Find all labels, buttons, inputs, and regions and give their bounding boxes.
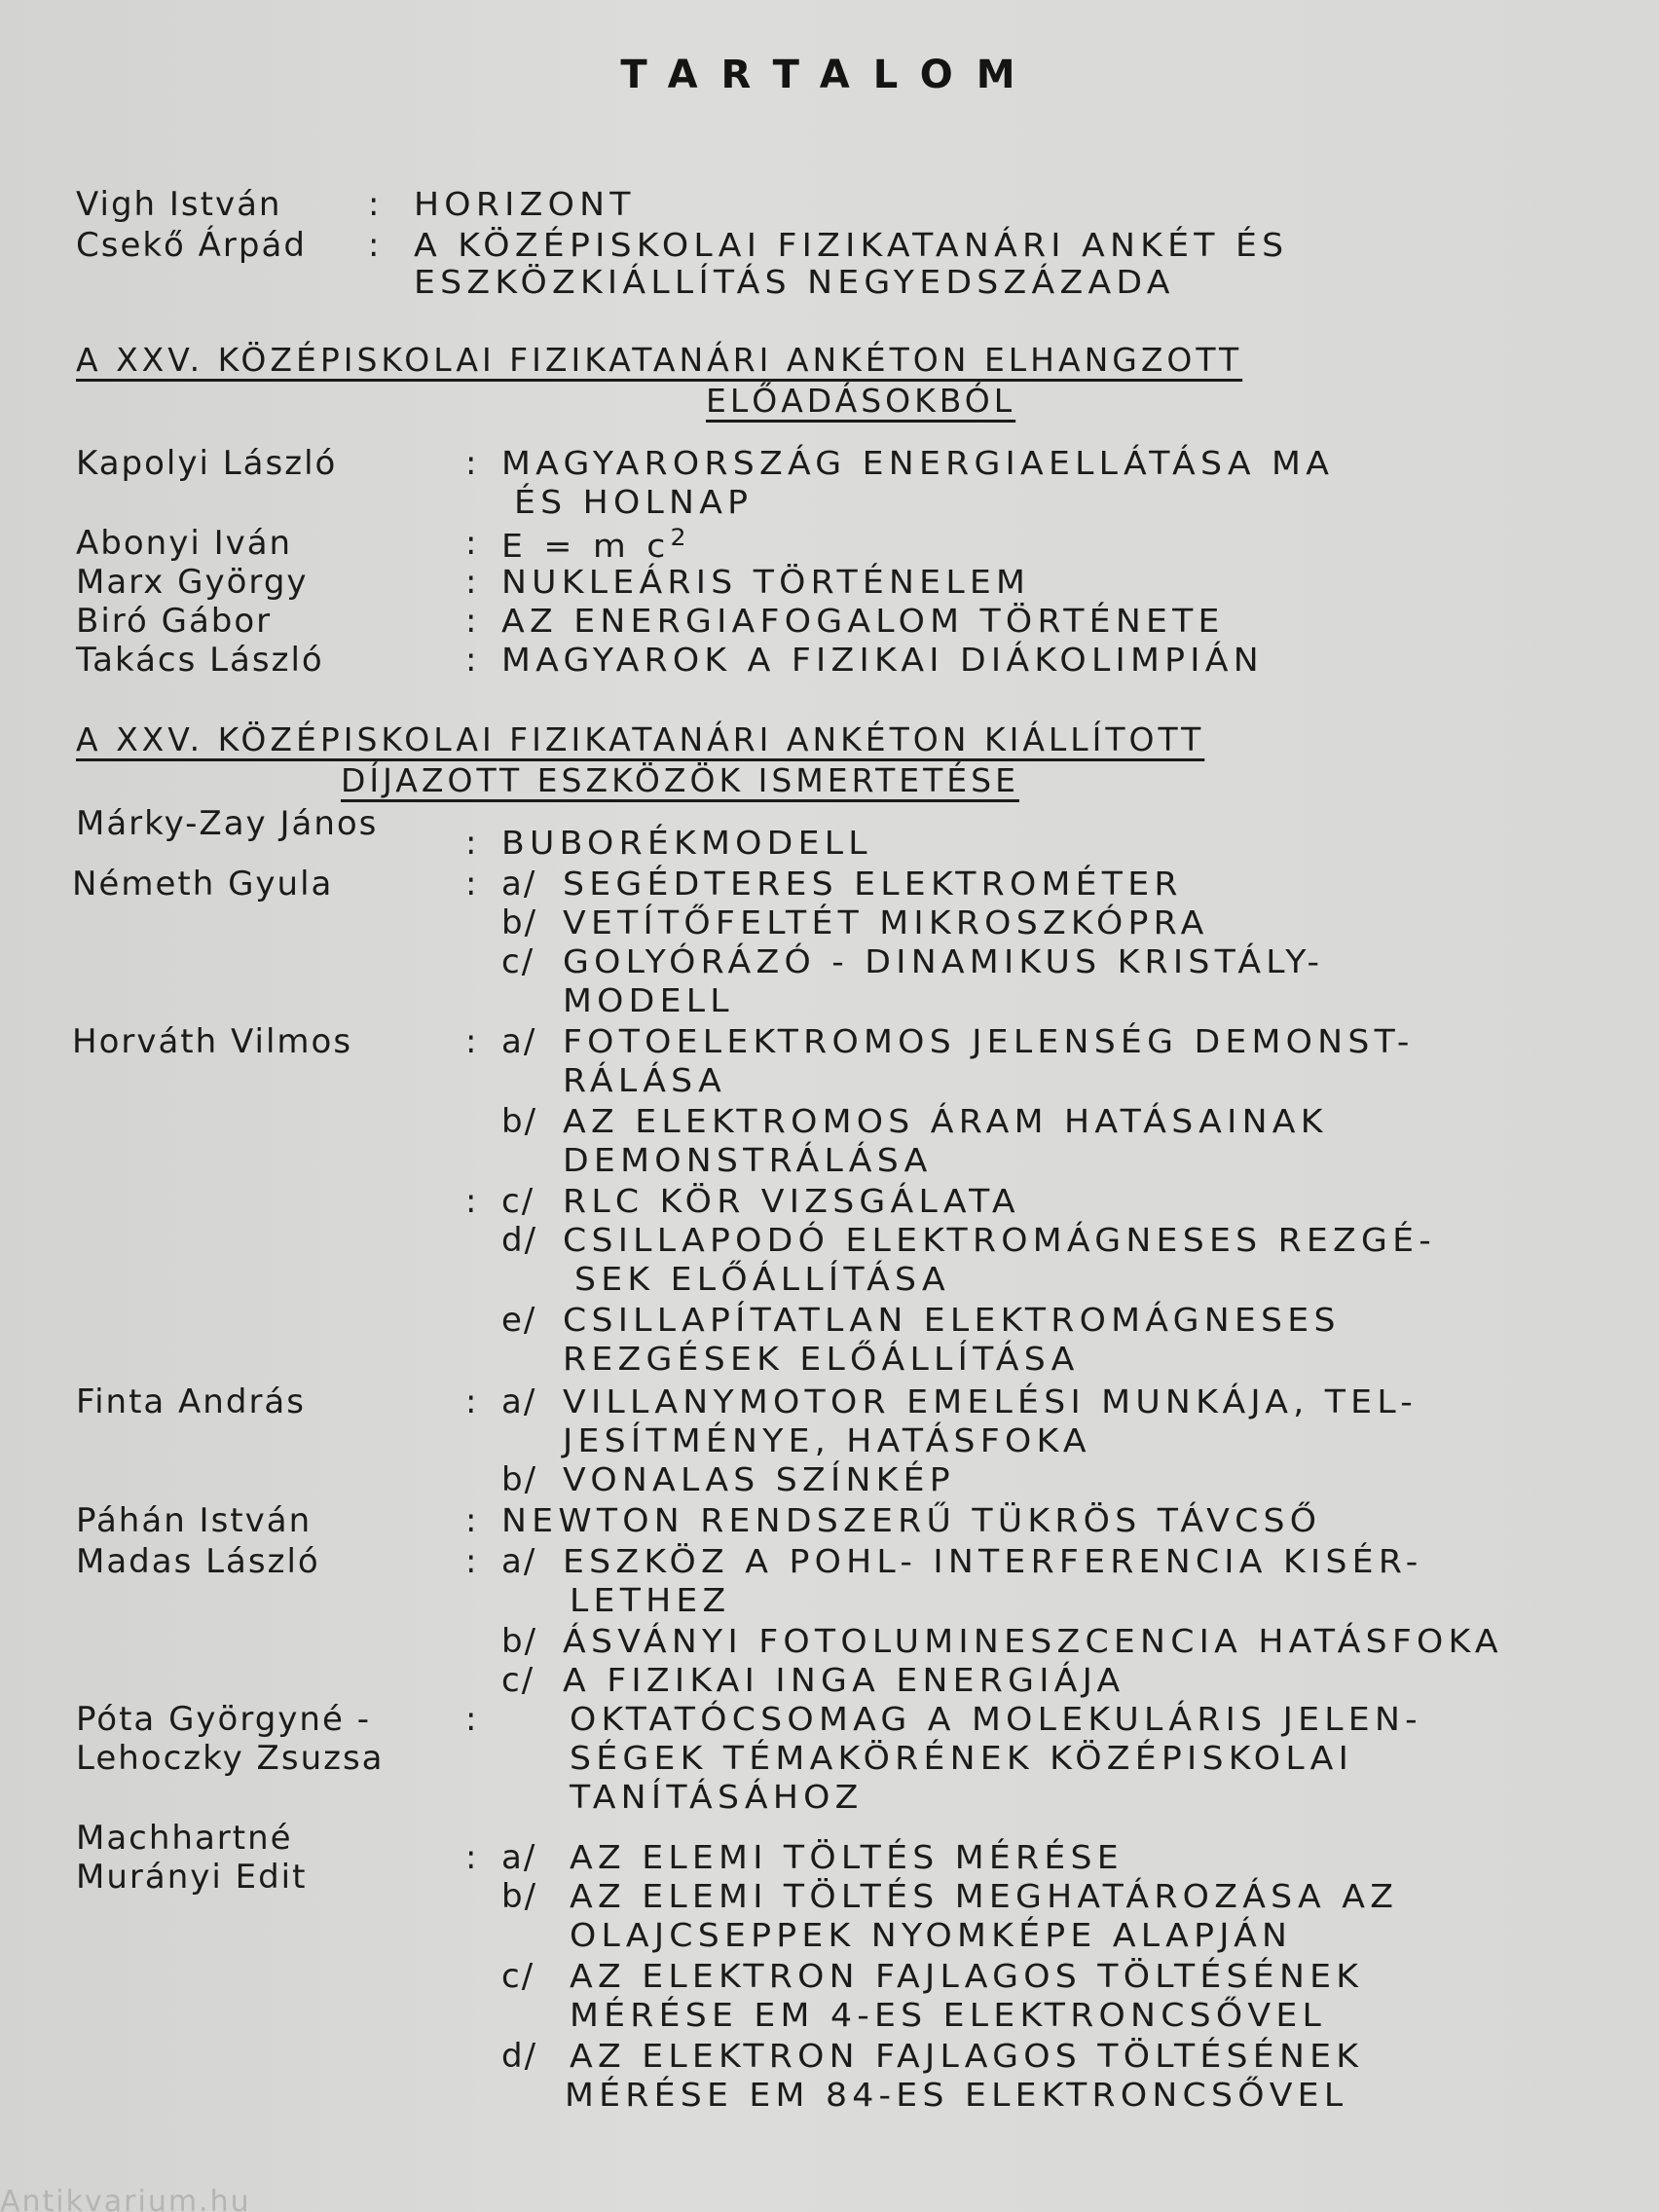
colon: : [368, 185, 380, 224]
author-madas: Madas László [76, 1542, 320, 1581]
item-text: DEMONSTRÁLÁSA [563, 1141, 933, 1179]
item-text: SEK ELŐÁLLÍTÁSA [574, 1260, 950, 1298]
author-vigh: Vigh István [76, 185, 282, 224]
author-pahan: Páhán István [76, 1501, 313, 1540]
item-label: a/ [501, 1542, 537, 1581]
colon: : [465, 824, 477, 863]
author-markyzay: Márky-Zay János [76, 804, 379, 843]
item-text: MÉRÉSE EM 4-ES ELEKTRONCSŐVEL [570, 1996, 1327, 2034]
item-label: a/ [501, 865, 537, 903]
colon: : [465, 1700, 477, 1739]
item-text: LETHEZ [570, 1581, 731, 1619]
title-anket-line1: A KÖZÉPISKOLAI FIZIKATANÁRI ANKÉT ÉS [414, 226, 1289, 264]
item-label: b/ [501, 1102, 538, 1141]
item-label: e/ [501, 1301, 537, 1340]
item-text: AZ ELEMI TÖLTÉS MEGHATÁROZÁSA AZ [570, 1877, 1399, 1915]
author-horvath: Horváth Vilmos [72, 1022, 353, 1061]
item-text: SEGÉDTERES ELEKTROMÉTER [563, 865, 1183, 903]
author-pota-line1: Póta Györgyné - [76, 1700, 371, 1739]
item-text: TANÍTÁSÁHOZ [570, 1778, 864, 1816]
colon: : [465, 444, 477, 483]
item-text: ÁSVÁNYI FOTOLUMINESZCENCIA HATÁSFOKA [563, 1622, 1503, 1660]
author-biro: Biró Gábor [76, 602, 273, 641]
item-text: FOTOELEKTROMOS JELENSÉG DEMONST- [563, 1022, 1415, 1060]
item-text: A FIZIKAI INGA ENERGIÁJA [563, 1661, 1125, 1699]
author-nemeth: Németh Gyula [72, 865, 334, 903]
item-text: AZ ELEMI TÖLTÉS MÉRÉSE [570, 1838, 1124, 1876]
item-text: JESÍTMÉNYE, HATÁSFOKA [563, 1421, 1091, 1459]
item-label: b/ [501, 1877, 538, 1916]
item-label: a/ [501, 1382, 537, 1421]
colon: : [465, 1382, 477, 1421]
item-text: CSILLAPODÓ ELEKTROMÁGNESES REZGÉ- [563, 1221, 1437, 1259]
author-mach-line2: Murányi Edit [76, 1858, 308, 1897]
watermark: Antikvarium.hu [0, 2185, 251, 2212]
item-text: VONALAS SZÍNKÉP [563, 1460, 955, 1498]
colon: : [465, 602, 477, 641]
title-tavcso: NEWTON RENDSZERŰ TÜKRÖS TÁVCSŐ [501, 1501, 1322, 1539]
item-text: CSILLAPÍTATLAN ELEKTROMÁGNESES [563, 1301, 1341, 1339]
item-text: MODELL [563, 981, 734, 1019]
item-label: c/ [501, 1661, 535, 1700]
item-text: OKTATÓCSOMAG A MOLEKULÁRIS JELEN- [570, 1700, 1422, 1738]
item-label: c/ [501, 1182, 535, 1221]
colon: : [465, 1501, 477, 1540]
page-title: TARTALOM [620, 53, 1039, 97]
emc-exponent: 2 [670, 524, 691, 551]
item-text: REZGÉSEK ELŐÁLLÍTÁSA [563, 1340, 1080, 1378]
colon: : [465, 641, 477, 680]
author-ceko: Csekő Árpád [76, 226, 307, 265]
colon: : [465, 1022, 477, 1061]
item-text: AZ ELEKTRON FAJLAGOS TÖLTÉSÉNEK [570, 2037, 1364, 2075]
title-energiafogalom: AZ ENERGIAFOGALOM TÖRTÉNETE [501, 602, 1225, 640]
title-diakolimpia: MAGYAROK A FIZIKAI DIÁKOLIMPIÁN [501, 641, 1264, 679]
colon: : [465, 1542, 477, 1581]
title-nuklearis: NUKLEÁRIS TÖRTÉNELEM [501, 563, 1031, 601]
author-takacs: Takács László [76, 641, 324, 680]
item-text: VILLANYMOTOR EMELÉSI MUNKÁJA, TEL- [563, 1382, 1419, 1420]
colon: : [465, 1182, 477, 1221]
title-energia-line2: ÉS HOLNAP [514, 483, 754, 521]
author-pota-line2: Lehoczky Zsuzsa [76, 1739, 385, 1778]
item-text: AZ ELEKTRON FAJLAGOS TÖLTÉSÉNEK [570, 1957, 1364, 1995]
section1-heading-line1: A XXV. KÖZÉPISKOLAI FIZIKATANÁRI ANKÉTON ELHANGZOTT [76, 341, 1243, 379]
colon: : [465, 524, 477, 563]
author-mach-line1: Machhartné [76, 1819, 293, 1858]
item-label: d/ [501, 1221, 538, 1260]
item-label: c/ [501, 942, 535, 981]
item-label: b/ [501, 903, 538, 942]
author-abonyi: Abonyi Iván [76, 524, 293, 563]
title-buborekmodell: BUBORÉKMODELL [501, 824, 872, 862]
section1-heading-line2: ELŐADÁSOKBÓL [706, 382, 1016, 420]
item-label: a/ [501, 1022, 537, 1061]
title-horizont: HORIZONT [414, 185, 636, 223]
item-text: ESZKÖZ A POHL- INTERFERENCIA KISÉR- [563, 1542, 1423, 1580]
title-energia-line1: MAGYARORSZÁG ENERGIAELLÁTÁSA MA [501, 444, 1335, 482]
section2-heading-line2: DÍJAZOTT ESZKÖZÖK ISMERTETÉSE [341, 761, 1019, 799]
item-text: RLC KÖR VIZSGÁLATA [563, 1182, 1020, 1220]
colon: : [465, 865, 477, 903]
item-label: c/ [501, 1957, 535, 1996]
item-text: VETÍTŐFELTÉT MIKROSZKÓPRA [563, 903, 1209, 941]
item-text: OLAJCSEPPEK NYOMKÉPE ALAPJÁN [570, 1916, 1293, 1954]
item-text: RÁLÁSA [563, 1061, 727, 1099]
colon: : [368, 226, 380, 265]
item-label: b/ [501, 1622, 538, 1661]
item-text: SÉGEK TÉMAKÖRÉNEK KÖZÉPISKOLAI [570, 1739, 1354, 1777]
colon: : [465, 563, 477, 602]
emc-text: E = m c [501, 527, 671, 565]
title-emc2 [501, 524, 691, 565]
author-kapolyi: Kapolyi László [76, 444, 338, 483]
section2-heading-line1: A XXV. KÖZÉPISKOLAI FIZIKATANÁRI ANKÉTON KIÁLLÍTOTT [76, 720, 1205, 758]
item-label: d/ [501, 2037, 538, 2076]
item-label: a/ [501, 1838, 537, 1877]
colon: : [465, 1838, 477, 1877]
author-finta: Finta András [76, 1382, 306, 1421]
title-anket-line2: ESZKÖZKIÁLLÍTÁS NEGYEDSZÁZADA [414, 263, 1175, 301]
item-label: b/ [501, 1460, 538, 1499]
item-text: GOLYÓRÁZÓ - DINAMIKUS KRISTÁLY- [563, 942, 1325, 980]
author-marx: Marx György [76, 563, 309, 602]
item-text: AZ ELEKTROMOS ÁRAM HATÁSAINAK [563, 1102, 1328, 1140]
item-text: MÉRÉSE EM 84-ES ELEKTRONCSŐVEL [565, 2076, 1348, 2114]
